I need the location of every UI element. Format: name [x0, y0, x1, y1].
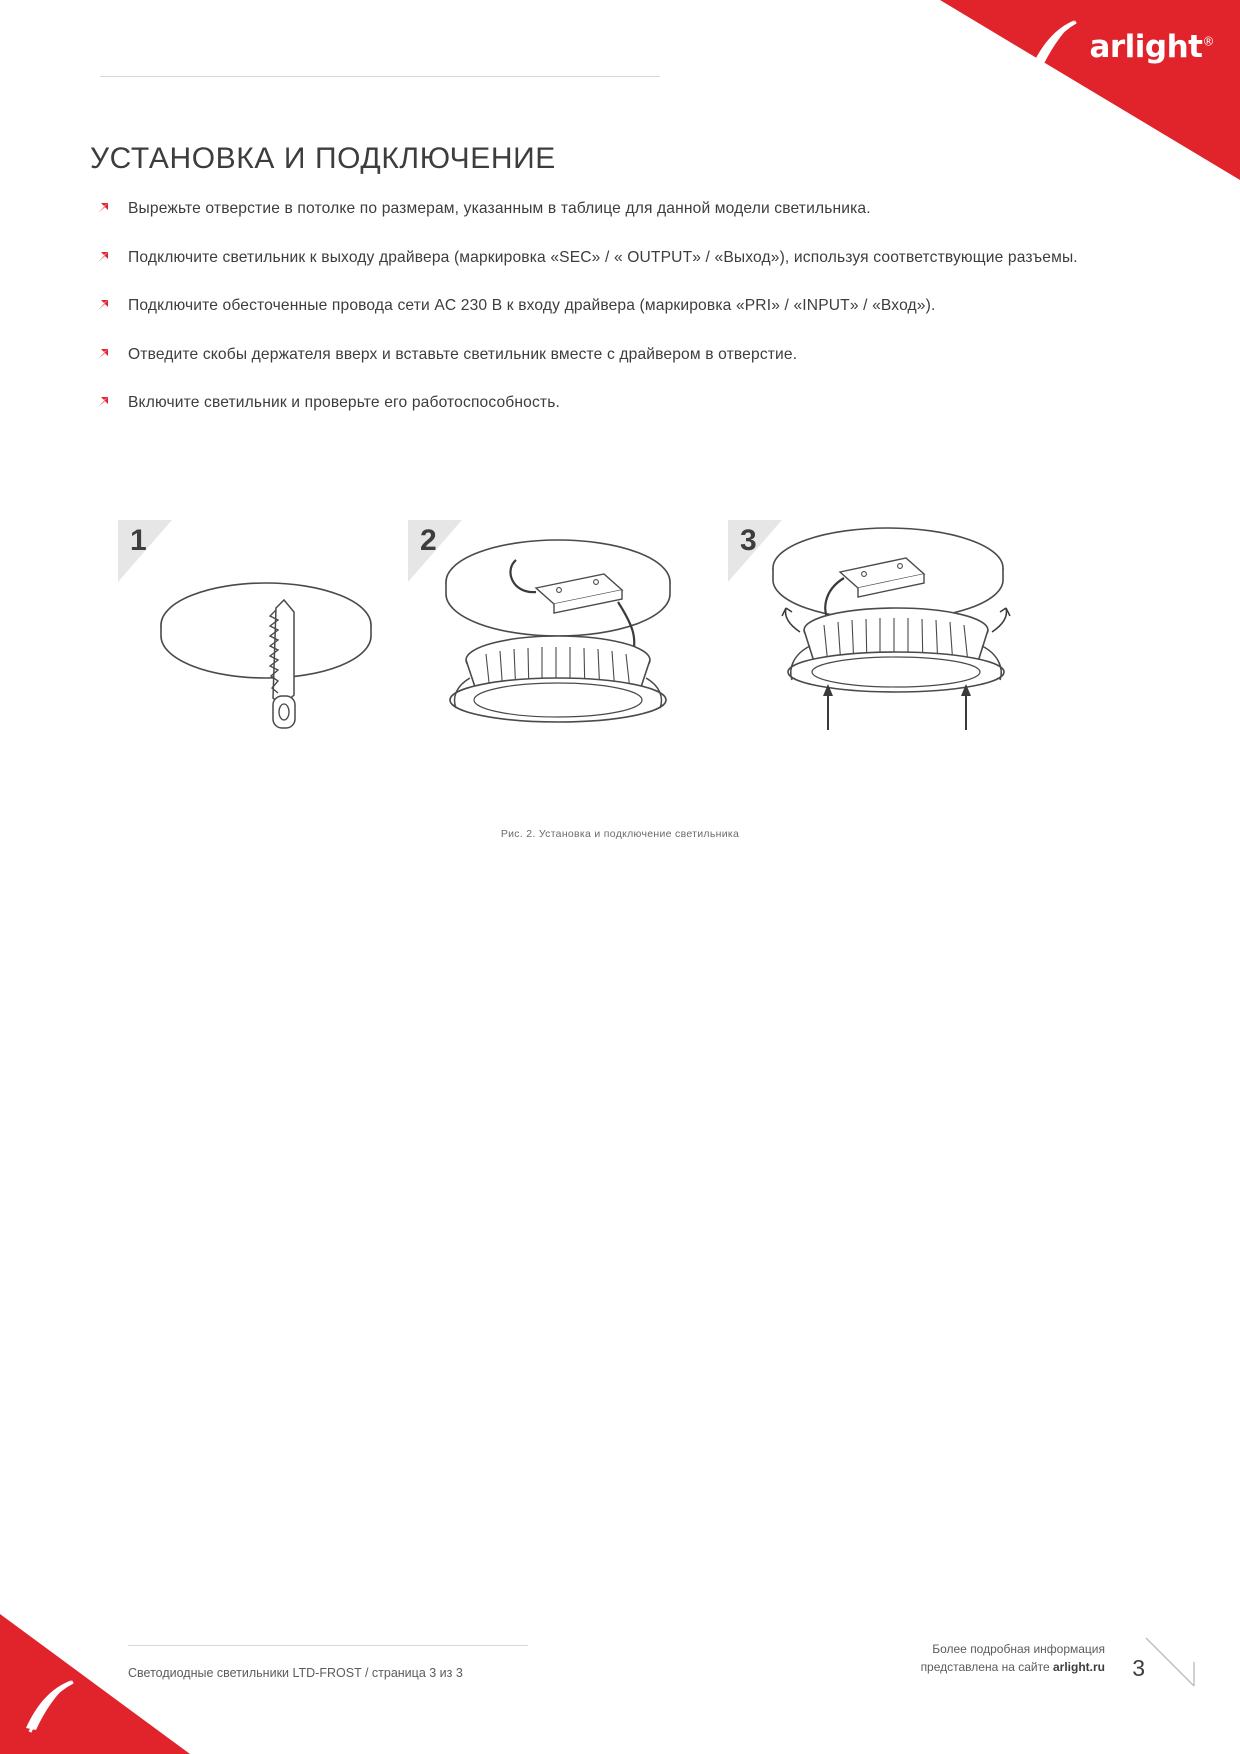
- arrow-bullet-icon: [96, 201, 110, 215]
- figure-step-3-insert-fixture: [728, 520, 1058, 770]
- page-number: 3: [1132, 1655, 1145, 1681]
- list-item-text: Подключите светильник к выходу драйвера (маркировка «SEC» / « OUTPUT» / «Выход»), используя соответствующие разъемы.: [128, 248, 1078, 266]
- footer-document-info: Светодиодные светильники LTD-FROST / страница 3 из 3: [128, 1666, 463, 1680]
- installation-steps-list: [96, 198, 1096, 441]
- figure-number-2: 2: [420, 524, 437, 557]
- list-item: [96, 392, 1096, 415]
- page-title: УСТАНОВКА И ПОДКЛЮЧЕНИЕ: [90, 142, 556, 176]
- arlight-logo-icon: [1025, 18, 1081, 76]
- brand-logo: [1025, 18, 1214, 76]
- list-item: [96, 344, 1096, 367]
- footer-site-prefix: представлена на сайте: [920, 1659, 1053, 1674]
- red-triangle-decoration: [940, 0, 1240, 180]
- brand-corner-top-right: [820, 0, 1240, 180]
- arrow-bullet-icon: [96, 347, 110, 361]
- list-item-text: Вырежьте отверстие в потолке по размерам, указанным в таблице для данной модели светильника.: [128, 200, 871, 217]
- footer-rule: [128, 1645, 528, 1646]
- page-corner-decoration: [1140, 1632, 1200, 1692]
- arlight-logo-icon: [20, 1676, 78, 1736]
- footer-more-info-line1: Более подробная информация: [932, 1642, 1105, 1657]
- footer-site-link[interactable]: arlight.ru: [1052, 1659, 1105, 1674]
- installation-figures: [100, 520, 1140, 780]
- figure-number-1: 1: [130, 524, 147, 557]
- list-item-text: Отведите скобы держателя вверх и вставьте светильник вместе с драйвером в отверстие.: [128, 345, 798, 363]
- footer-more-info: [921, 1641, 1105, 1676]
- figure-number-3: 3: [740, 524, 757, 557]
- brand-wordmark: arlight®: [1089, 29, 1214, 65]
- list-item: [96, 295, 1096, 318]
- arrow-bullet-icon: [96, 395, 110, 409]
- footer-more-info-line2: [921, 1659, 1105, 1676]
- figure-step-2-connect-driver: [408, 520, 738, 770]
- header-rule: [100, 76, 660, 77]
- list-item: [96, 247, 1096, 270]
- figure-step-1-cut-hole: [118, 520, 448, 770]
- arrow-bullet-icon: [96, 250, 110, 264]
- arrow-bullet-icon: [96, 298, 110, 312]
- list-item-text: Подключите обесточенные провода сети AC 230 В к входу драйвера (маркировка «PRI» / «INPUT» / «Вход»).: [128, 297, 936, 315]
- red-triangle-decoration: [0, 1614, 190, 1754]
- list-item: [96, 198, 1096, 221]
- figure-caption: Рис. 2. Установка и подключение светильника: [500, 828, 740, 840]
- list-item-text: Включите светильник и проверьте его работоспособность.: [128, 394, 560, 412]
